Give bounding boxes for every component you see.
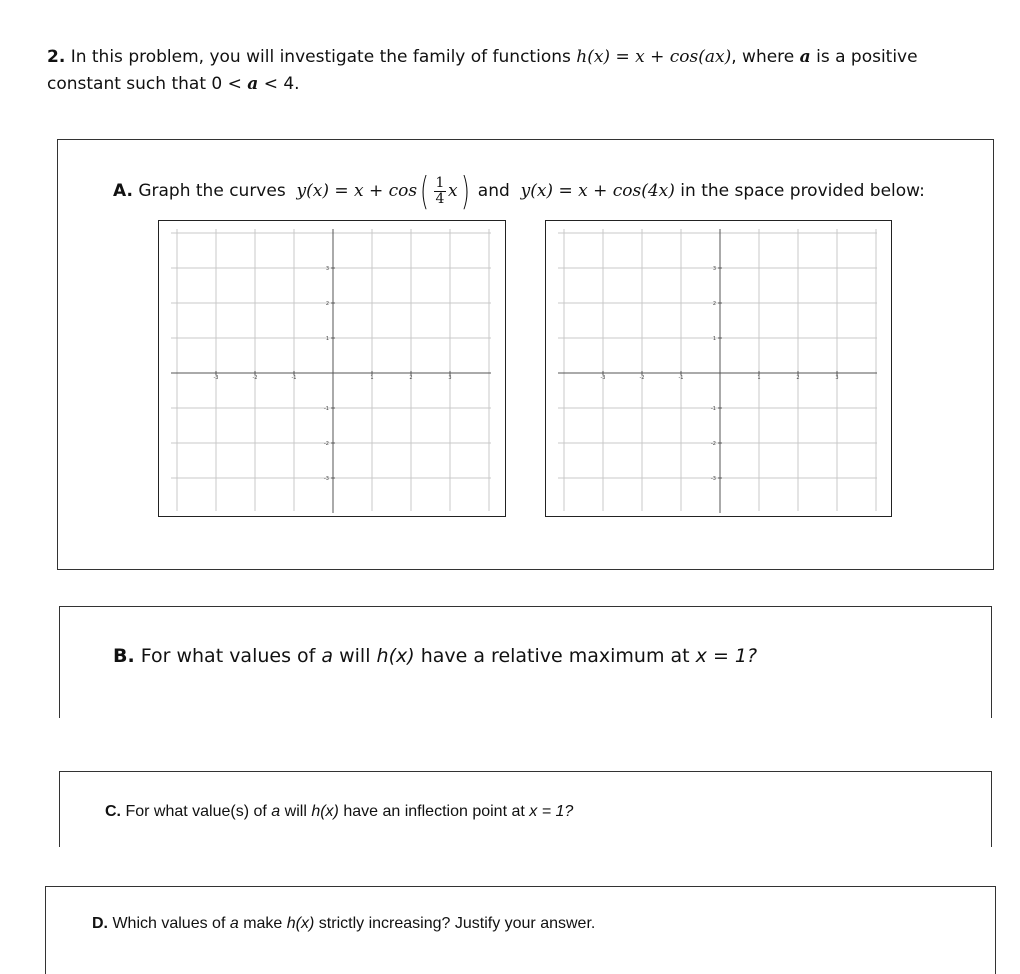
function-h: h(x)	[311, 803, 339, 820]
fraction-variable: x	[447, 181, 458, 201]
graph-grid-1[interactable]	[158, 220, 506, 517]
part-b-prompt	[113, 645, 757, 667]
y-tick-label: 2	[712, 301, 716, 307]
part-d-text: make	[243, 915, 283, 932]
part-c-label: C.	[105, 803, 121, 820]
function-h: h(x)	[286, 915, 315, 932]
y-tick-label: -2	[324, 441, 329, 447]
condition: x = 1?	[695, 645, 758, 667]
part-c-text: will	[284, 803, 307, 820]
variable-a: a	[271, 803, 281, 820]
x-tick-label: 2	[796, 375, 800, 381]
intro-text: In this problem, you will investigate the family of functions	[70, 47, 571, 67]
part-d-text: strictly increasing? Justify your answer.	[318, 915, 596, 932]
y-tick-label: 3	[325, 266, 329, 272]
x-tick-label: 3	[835, 375, 839, 381]
y-tick-label: 1	[712, 336, 716, 342]
left-paren: (	[420, 169, 430, 213]
part-b-text: have a relative maximum at	[420, 645, 690, 667]
fraction	[434, 176, 446, 207]
intro-text: , where	[731, 47, 795, 67]
x-tick-label: -1	[678, 375, 684, 381]
part-b-text: For what values of	[140, 645, 316, 667]
x-tick-label: 1	[370, 375, 374, 381]
curve-2: y(x) = x + cos(4x)	[520, 181, 675, 201]
problem-number: 2.	[47, 47, 66, 67]
part-a-text: Graph the curves	[138, 181, 286, 201]
curve-1-lhs: y(x) = x + cos	[296, 181, 418, 201]
right-paren: )	[460, 169, 470, 213]
fraction-denominator: 4	[435, 190, 445, 207]
y-tick-label: -2	[711, 441, 716, 447]
grid-svg	[546, 221, 891, 516]
part-d-prompt	[92, 915, 595, 933]
variable-a: a	[799, 47, 811, 67]
part-b-text: will	[339, 645, 371, 667]
part-b-label: B.	[113, 645, 135, 667]
constraint-right: < 4.	[263, 74, 300, 94]
y-tick-label: -1	[711, 406, 716, 412]
x-tick-label: 3	[448, 375, 452, 381]
y-tick-label: -3	[324, 476, 329, 482]
y-tick-label: 3	[712, 266, 716, 272]
x-tick-label: -3	[213, 375, 219, 381]
x-tick-label: -1	[291, 375, 297, 381]
part-c-prompt	[105, 803, 573, 821]
part-a-text-2: in the space provided below:	[680, 181, 925, 201]
part-c-text: have an inflection point at	[343, 803, 525, 820]
part-d-text: Which values of	[112, 915, 226, 932]
graph-grid-2[interactable]	[545, 220, 892, 517]
x-tick-label: -2	[639, 375, 645, 381]
x-tick-label: -3	[600, 375, 606, 381]
fraction-numerator: 1	[435, 174, 445, 191]
y-tick-label: 1	[325, 336, 329, 342]
x-tick-label: 2	[409, 375, 413, 381]
y-tick-label: -1	[324, 406, 329, 412]
function-definition: h(x) = x + cos(ax)	[576, 47, 732, 67]
condition: x = 1?	[529, 803, 574, 820]
intro-text: is a positive constant such that	[47, 47, 918, 94]
x-tick-label: 1	[757, 375, 761, 381]
part-a-prompt	[113, 169, 925, 213]
variable-a: a	[229, 915, 239, 932]
constraint-left: 0 <	[211, 74, 242, 94]
y-tick-label: 2	[325, 301, 329, 307]
y-tick-label: -3	[711, 476, 716, 482]
and-text: and	[477, 181, 510, 201]
problem-intro	[47, 44, 987, 98]
constraint-var: a	[247, 74, 259, 94]
x-tick-label: -2	[252, 375, 258, 381]
function-h: h(x)	[376, 645, 415, 667]
grid-svg	[159, 221, 505, 516]
part-c-text: For what value(s) of	[125, 803, 267, 820]
part-d-label: D.	[92, 915, 108, 932]
part-a-label: A.	[113, 181, 133, 201]
variable-a: a	[321, 645, 334, 667]
